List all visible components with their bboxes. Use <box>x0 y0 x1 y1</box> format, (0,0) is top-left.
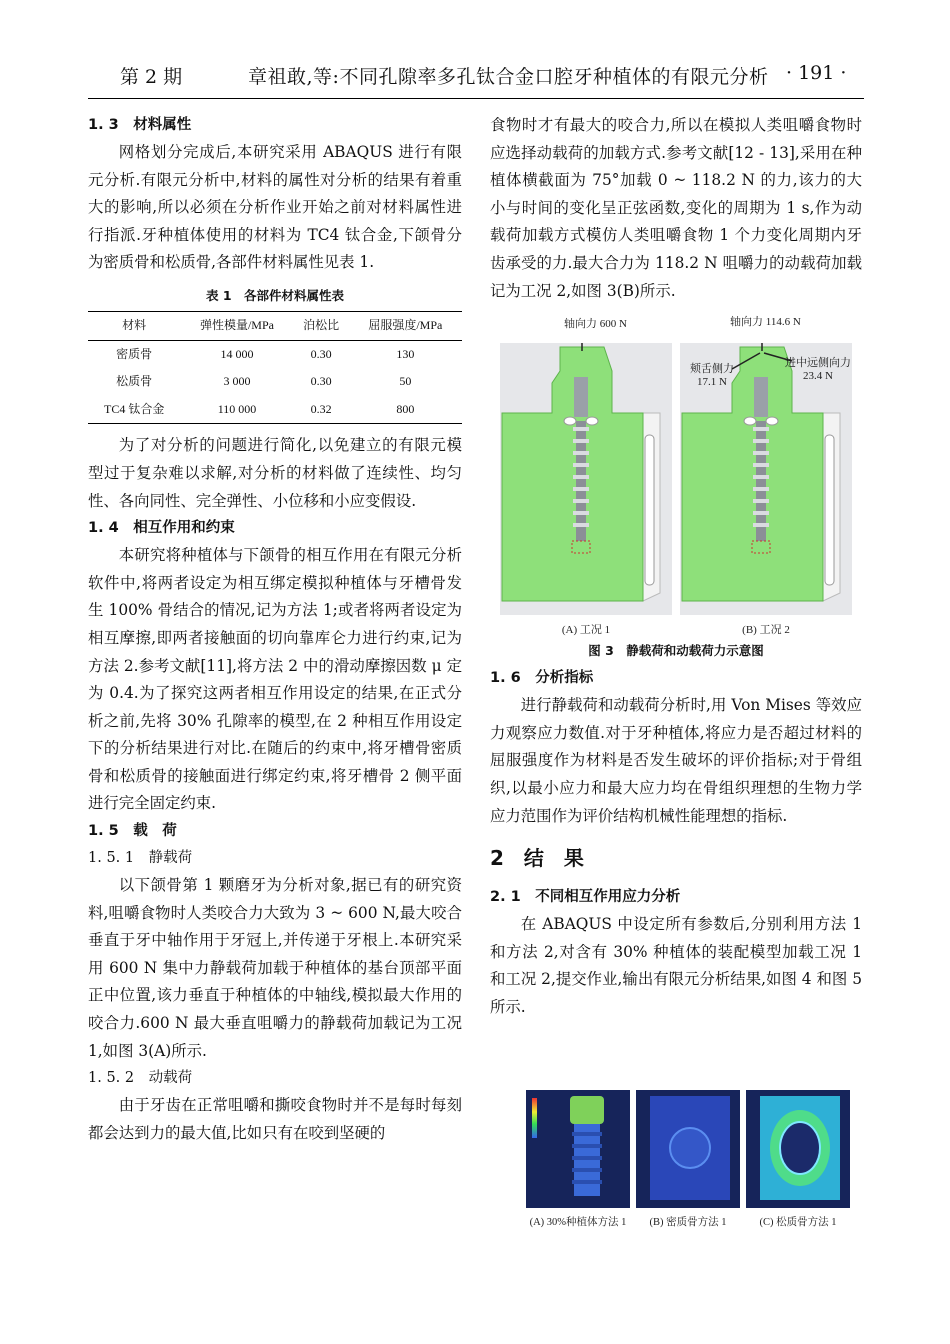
page-number: · 191 · <box>786 62 847 84</box>
implant-stress-map <box>526 1090 630 1208</box>
table-cell: 0.32 <box>310 401 332 416</box>
table-header-cell: 弹性模量/MPa <box>199 317 274 332</box>
section-1-5-2-paragraph: 由于牙齿在正常咀嚼和撕咬食物时并不是每时每刻都会达到力的最大值,比如只有在咬到坚硬的 <box>88 1096 462 1142</box>
table-row <box>88 368 462 396</box>
table-header-row <box>88 311 462 340</box>
section-2-title: 2 结 果 <box>490 846 584 871</box>
section-1-5-2-title: 1. 5. 2 动载荷 <box>88 1070 193 1087</box>
section-2-1-title: 2. 1 不同相互作用应力分析 <box>490 889 681 906</box>
header-rule <box>88 98 864 99</box>
table-cell: 800 <box>396 401 415 416</box>
bone-side-slot <box>825 435 834 585</box>
right-column <box>490 112 862 1022</box>
table-cell: 14 000 <box>220 346 254 361</box>
table-header-cell: 屈服强度/MPa <box>368 317 443 332</box>
table-cell: 0.30 <box>310 374 332 389</box>
bone-side-slot <box>645 435 654 585</box>
collar-left <box>744 417 756 425</box>
collar-right <box>766 417 778 425</box>
mesial-force-value: 23.4 N <box>803 370 833 383</box>
color-legend-bar <box>532 1098 537 1138</box>
figure-4b-stress-plot <box>636 1090 740 1208</box>
continued-paragraph: 食物时才有最大的咬合力,所以在模拟人类咀嚼食物时应选择动载荷的加载方式.参考文献[12 - 13],采用在种植体横截面为 75°加载 0 ~ 118.2 N 的力,该力的大小与时间的变化呈正弦函数,变化的周期为 1 s,作为动载荷加载方式模仿人类咀嚼食物 1 个力变化周期内牙齿承受的力.最大合力为 118.2 N 咀嚼力的动载荷加载记为工况 2,如图 3(B)所示. <box>490 116 862 300</box>
table-cell: 松质骨 <box>116 374 153 389</box>
bone-block <box>502 347 643 601</box>
implant-hole <box>780 1122 820 1174</box>
buccal-force-value: 17.1 N <box>697 376 727 389</box>
material-properties-table <box>88 311 462 424</box>
table-row <box>88 396 462 424</box>
section-1-6-paragraph: 进行静载荷和动载荷分析时,用 Von Mises 等效应力观察应力数值.对于牙种植体,将应力是否超过材料的屈服强度作为材料是否发生破坏的评价指标;对于骨组织,以最小应力和最大应力均在骨组织理想的生物力学应力范围作为评价结构机械性能理想的指标. <box>490 696 862 825</box>
figure-3a-label: (A) 工况 1 <box>561 624 611 637</box>
collar-left <box>564 417 576 425</box>
running-title: 章祖敢,等:不同孔隙率多孔钛合金口腔牙种植体的有限元分析 <box>248 66 769 88</box>
section-1-4-paragraph: 本研究将种植体与下颌骨的相互作用在有限元分析软件中,将两者设定为相互绑定模拟种植体与牙槽骨发生 100% 骨结合的情况,记为方法 1;或者将两者设定为相互摩擦,即两者接触面的切向靠库仑力进行约束,记为方法 2.参考文献[11],将方法 2 中的滑动摩擦因数 μ 定为 0.4.为了探究这两者相互作用设定的结果,在正式分析之前,先将 30% 孔隙率的模型,在 2 种相互作用设定下的分析结果进行对比.在随后的约束中,将牙槽骨密质骨和松质骨的接触面进行绑定约束,将牙槽骨 2 侧平面进行完全固定约束. <box>88 546 462 813</box>
mesial-force-label <box>782 357 854 383</box>
implant-threads <box>573 427 589 527</box>
issue-number: 第 2 期 <box>120 66 183 88</box>
figure-3-caption: 图 3 静载荷和动载荷力示意图 <box>588 643 764 659</box>
figure-4 <box>516 1090 856 1240</box>
left-column <box>88 112 462 1147</box>
table-cell: TC4 钛合金 <box>104 401 165 416</box>
cortical-bone-stress-map <box>636 1090 740 1208</box>
cancellous-bone-stress-map <box>746 1090 850 1208</box>
figure-4c-label: (C) 松质骨方法 1 <box>759 1217 837 1228</box>
figure-3b-panel <box>680 343 852 615</box>
section-1-3-paragraph-2: 为了对分析的问题进行简化,以免建立的有限元模型过于复杂难以求解,对分析的材料做了连续性、均匀性、各向同性、完全弹性、小位移和小应变假设. <box>88 436 462 510</box>
figure-4b-label: (B) 密质骨方法 1 <box>649 1217 727 1228</box>
figure-4a-label: (A) 30%种植体方法 1 <box>529 1217 627 1228</box>
figure-3 <box>490 305 862 665</box>
section-1-3-title: 1. 3 材料属性 <box>88 117 192 133</box>
table-row <box>88 340 462 368</box>
section-1-4-title: 1. 4 相互作用和约束 <box>88 520 235 537</box>
figure-4c-stress-plot <box>746 1090 850 1208</box>
table-cell: 0.30 <box>310 346 332 361</box>
section-1-6-title: 1. 6 分析指标 <box>490 670 594 687</box>
buccal-force-label <box>682 363 742 389</box>
figure-3b-label: (B) 工况 2 <box>742 624 790 637</box>
section-1-3-paragraph-1: 网格划分完成后,本研究采用 ABAQUS 进行有限元分析.有限元分析中,材料的属性对分析的结果有着重大的影响,所以必须在分析作业开始之前对材料属性进行指派.牙种植体使用的材料为 TC4 钛合金,下颌骨分为密质骨和松质骨,各部件材料属性见表 1. <box>88 143 462 272</box>
implant-abutment-stress <box>570 1096 604 1124</box>
implant-threads <box>753 427 769 527</box>
section-1-5-1-title: 1. 5. 1 静载荷 <box>88 850 193 867</box>
figure-3a-panel <box>500 343 672 615</box>
implant-model-a <box>500 343 672 615</box>
figure-4a-stress-plot <box>526 1090 630 1208</box>
collar-right <box>586 417 598 425</box>
table-cell: 130 <box>396 346 415 361</box>
buccal-force-name: 颊舌侧力 <box>690 363 734 376</box>
table-cell: 密质骨 <box>116 346 153 361</box>
table-cell: 110 000 <box>217 401 257 416</box>
table-header-cell: 泊松比 <box>303 317 340 332</box>
section-2-1-paragraph: 在 ABAQUS 中设定所有参数后,分别利用方法 1 和方法 2,对含有 30% 种植体的装配模型加载工况 1 和工况 2,提交作业,输出有限元分析结果,如图 4 和图 5 所示. <box>490 915 862 1016</box>
axial-force-label-b: 轴向力 114.6 N <box>730 316 801 329</box>
mesial-force-name: 进中远侧向力 <box>785 357 851 370</box>
table-cell: 50 <box>399 374 412 389</box>
table-cell: 3 000 <box>223 374 251 389</box>
implant-abutment <box>754 377 768 417</box>
implant-hole <box>670 1128 710 1168</box>
section-1-5-1-paragraph: 以下颌骨第 1 颗磨牙为分析对象,据已有的研究资料,咀嚼食物时人类咬合力大致为 3 ~ 600 N,最大咬合垂直于牙中轴作用于牙冠上,并传递于牙根上.本研究采用 600 N 集中力静载荷加载于种植体的基台顶部平面正中位置,该力垂直于种植体的中轴线,模拟最大作用的咬合力.600 N 最大垂直咀嚼力的静载荷加载记为工况 1,如图 3(A)所示. <box>88 876 462 1060</box>
table-1-caption: 表 1 各部件材料属性表 <box>205 287 345 303</box>
table-header-cell: 材料 <box>122 317 147 332</box>
section-1-5-title: 1. 5 载 荷 <box>88 823 177 840</box>
axial-force-label-a: 轴向力 600 N <box>564 318 627 331</box>
implant-abutment <box>574 377 588 417</box>
